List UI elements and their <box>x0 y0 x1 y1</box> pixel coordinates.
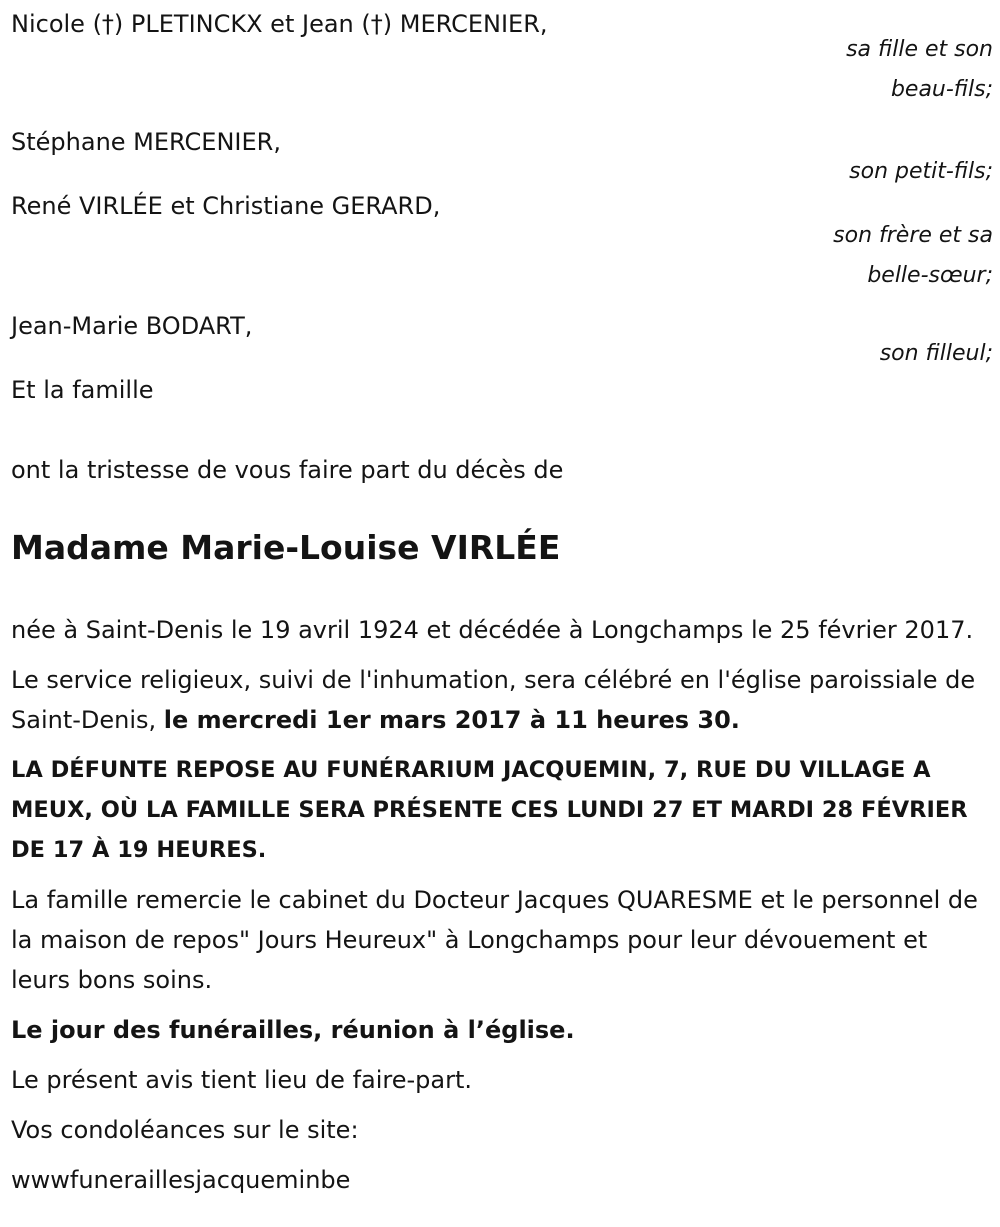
relation-line: son frère et sa <box>833 223 993 248</box>
relation-line: son filleul; <box>879 341 993 366</box>
family-member-relation <box>793 30 993 110</box>
service-text: Le service religieux, suivi de l'inhumation, sera célébré en l'église paroissiale de Saint-Denis, <box>11 666 976 734</box>
family-member-name: René VIRLÉE et Christiane GERARD, <box>11 192 441 220</box>
family-member-relation <box>793 334 993 374</box>
website-text: wwwfuneraillesjacqueminbe <box>11 1166 351 1194</box>
family-member-row <box>11 4 991 110</box>
family-member-row <box>11 186 991 296</box>
family-member-row <box>11 306 991 374</box>
family-member-row <box>11 122 991 192</box>
family-member-name: Stéphane MERCENIER, <box>11 128 281 156</box>
condolences-label: Vos condoléances sur le site: <box>11 1116 359 1144</box>
deceased-name: Madame Marie-Louise VIRLÉE <box>11 528 561 567</box>
family-member-name: Nicole (†) PLETINCKX et Jean (†) MERCENIER, <box>11 10 548 38</box>
family-member-relation <box>793 216 993 296</box>
family-rest: Et la famille <box>11 376 154 404</box>
relation-line: belle-sœur; <box>867 263 993 288</box>
obituary-notice <box>11 0 991 1200</box>
notice-paragraph: Le présent avis tient lieu de faire-part. <box>11 1066 473 1094</box>
relation-line: sa fille et son <box>846 37 993 62</box>
thanks-paragraph: La famille remercie le cabinet du Docteur Jacques QUARESME et le personnel de la maison de repos" Jours Heureux" à Longchamps pour leur dévouement et leurs bons soins. <box>11 886 978 994</box>
service-paragraph <box>11 660 991 740</box>
relation-line: son petit-fils; <box>849 159 993 184</box>
relation-line: beau-fils; <box>890 77 993 102</box>
family-member-name: Jean-Marie BODART, <box>11 312 253 340</box>
repose-paragraph: LA DÉFUNTE REPOSE AU FUNÉRARIUM JACQUEMIN, 7, RUE DU VILLAGE A MEUX, OÙ LA FAMILLE SERA PRÉSENTE CES LUNDI 27 ET MARDI 28 FÉVRIER DE 17 À 19 HEURES. <box>11 757 968 863</box>
birth-death-paragraph: née à Saint-Denis le 19 avril 1924 et décédée à Longchamps le 25 février 2017. <box>11 616 974 644</box>
announcement-intro: ont la tristesse de vous faire part du décès de <box>11 456 564 484</box>
service-date: le mercredi 1er mars 2017 à 11 heures 30. <box>163 706 740 734</box>
funeral-day-paragraph: Le jour des funérailles, réunion à l’église. <box>11 1016 575 1044</box>
